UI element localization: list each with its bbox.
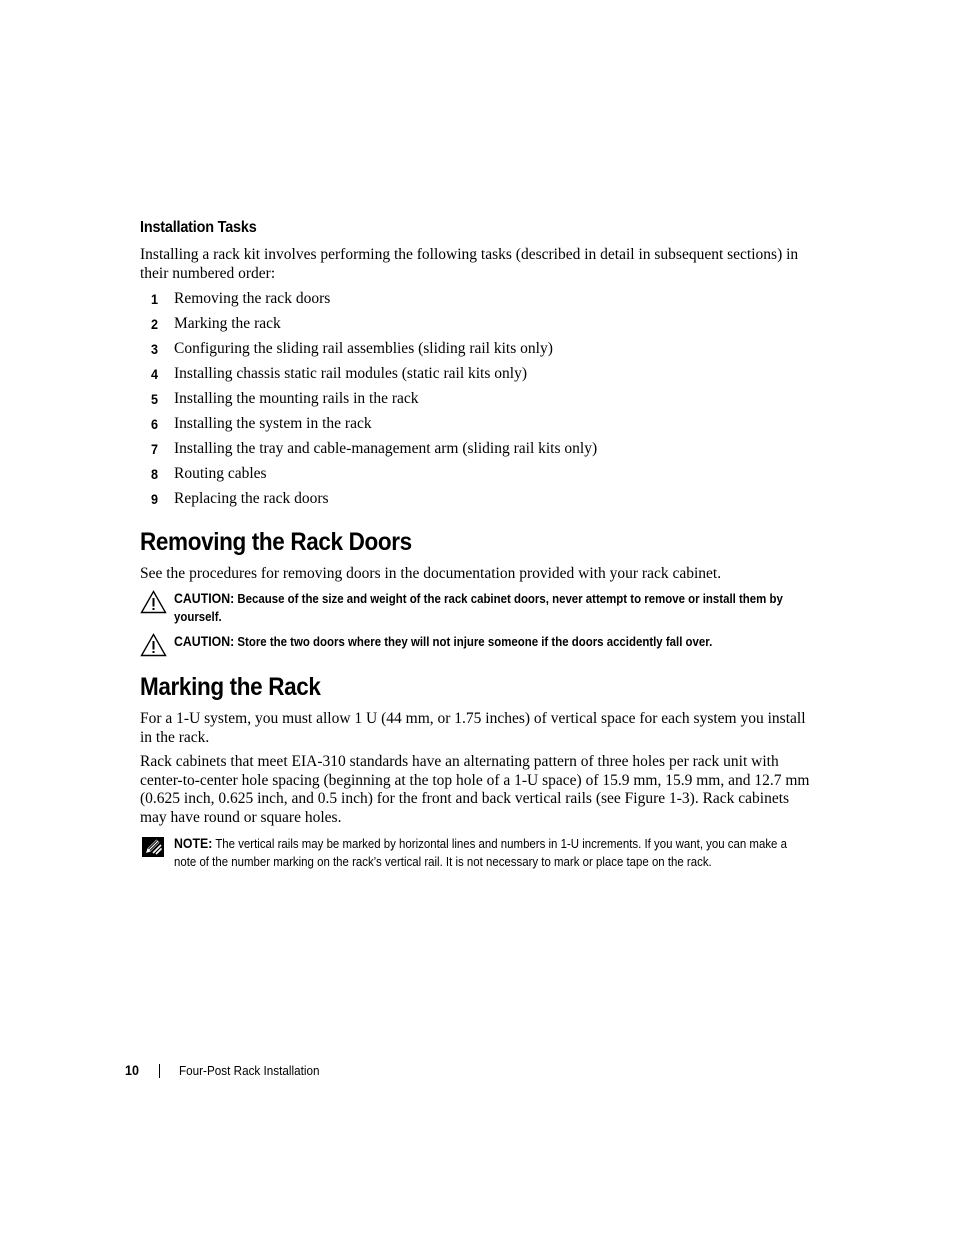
installation-intro: Installing a rack kit involves performing the following tasks (described in detail in subsequent sections) in their numbered order: [140,246,799,282]
list-item [140,490,820,515]
step-number: 3 [151,341,159,357]
caution-body: Store the two doors where they will not injure someone if the doors accidently fall over. [237,634,713,649]
note-notice [140,835,820,871]
step-text: Removing the rack doors [174,290,331,307]
removing-doors-heading: Removing the Rack Doors [140,528,412,556]
step-text: Installing the system in the rack [174,415,372,432]
caution-notice-2 [140,633,820,657]
step-text: Installing the tray and cable-management arm (sliding rail kits only) [174,440,598,457]
list-item [140,340,820,365]
caution-body: Because of the size and weight of the rack cabinet doors, never attempt to remove or install them by yourself. [174,591,783,624]
step-number: 4 [151,366,159,382]
list-item [140,315,820,340]
marking-rack-heading: Marking the Rack [140,673,321,701]
step-text: Configuring the sliding rail assemblies (sliding rail kits only) [174,340,553,357]
step-number: 6 [151,416,159,432]
caution-notice-1 [140,590,820,626]
step-text: Routing cables [174,465,267,482]
caution-label: CAUTION: [174,590,235,606]
footer-divider [159,1064,160,1078]
step-number: 7 [151,441,159,457]
list-item [140,365,820,390]
step-number: 2 [151,316,159,332]
caution-label: CAUTION: [174,633,235,649]
step-text: Installing chassis static rail modules (static rail kits only) [174,365,527,382]
note-label: NOTE: [174,835,213,851]
marking-rack-para-1: For a 1-U system, you must allow 1 U (44 mm, or 1.75 inches) of vertical space for each system you install in the rack. [140,710,806,746]
note-text [174,835,799,870]
step-text: Installing the mounting rails in the rack [174,390,419,407]
caution-triangle-icon [140,590,167,619]
list-item [140,465,820,490]
list-item [140,390,820,415]
list-item [140,290,820,315]
step-number: 9 [151,491,159,507]
caution-text-2 [174,633,799,651]
list-item [140,415,820,440]
removing-doors-body: See the procedures for removing doors in the documentation provided with your rack cabinet. [140,565,722,582]
step-number: 8 [151,466,159,482]
marking-rack-para-2: Rack cabinets that meet EIA-310 standards have an alternating pattern of three holes per rack unit with center-to-center hole spacing (beginning at the top hole of a 1-U space) of 15.9 mm, 15.9 mm, and 12.7 mm (0.625 inch, 0.625 inch, and 0.5 inch) for the front and back vertical rails (see Figure 1-3). Rack cabinets may have round or square holes. [140,753,810,827]
caution-text-1 [174,590,799,625]
page-number: 10 [125,1062,140,1078]
step-number: 1 [151,291,159,307]
caution-triangle-icon [140,633,167,662]
step-text: Replacing the rack doors [174,490,329,507]
footer-title: Four-Post Rack Installation [179,1063,320,1078]
task-list [140,290,820,515]
note-pencil-icon [142,837,164,862]
step-text: Marking the rack [174,315,281,332]
installation-tasks-heading: Installation Tasks [140,219,257,236]
note-body: The vertical rails may be marked by horizontal lines and numbers in 1-U increments. If you want, you can make a note of the number marking on the rack’s vertical rail. It is not necessary to mark or place tape on the rack. [174,836,787,869]
list-item [140,440,820,465]
step-number: 5 [151,391,159,407]
